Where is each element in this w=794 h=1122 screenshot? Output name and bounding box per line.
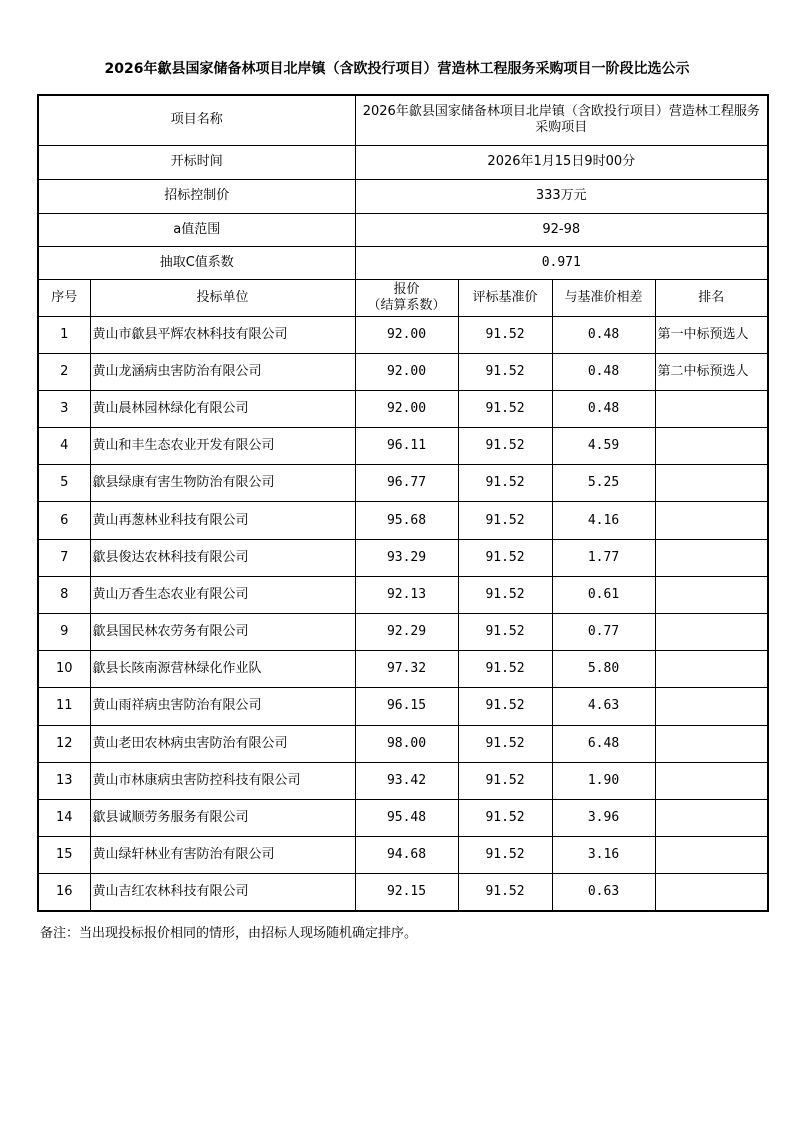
table-row bbox=[38, 353, 768, 390]
cell-base: 91.52 bbox=[458, 576, 552, 613]
cell-diff: 0.48 bbox=[552, 353, 655, 390]
cell-price: 93.29 bbox=[355, 539, 458, 576]
cell-rank bbox=[655, 428, 768, 465]
control-price-value: 333万元 bbox=[355, 179, 768, 213]
cell-price: 93.42 bbox=[355, 762, 458, 799]
cell-diff: 0.77 bbox=[552, 614, 655, 651]
cell-bidder: 黄山晨林园林绿化有限公司 bbox=[90, 390, 355, 427]
cell-price: 94.68 bbox=[355, 837, 458, 874]
cell-seq: 13 bbox=[38, 762, 90, 799]
cell-base: 91.52 bbox=[458, 465, 552, 502]
header-bidder: 投标单位 bbox=[90, 279, 355, 316]
header-diff: 与基准价相差 bbox=[552, 279, 655, 316]
cell-bidder: 黄山吉红农林科技有限公司 bbox=[90, 874, 355, 911]
table-row bbox=[38, 799, 768, 836]
cell-diff: 0.63 bbox=[552, 874, 655, 911]
cell-rank bbox=[655, 539, 768, 576]
cell-price: 92.00 bbox=[355, 390, 458, 427]
cell-diff: 0.61 bbox=[552, 576, 655, 613]
cell-bidder: 黄山龙涵病虫害防治有限公司 bbox=[90, 353, 355, 390]
cell-seq: 14 bbox=[38, 799, 90, 836]
project-name-label: 项目名称 bbox=[38, 95, 355, 145]
table-row bbox=[38, 465, 768, 502]
cell-base: 91.52 bbox=[458, 390, 552, 427]
cell-price: 96.77 bbox=[355, 465, 458, 502]
cell-diff: 5.25 bbox=[552, 465, 655, 502]
cell-bidder: 歙县绿康有害生物防治有限公司 bbox=[90, 465, 355, 502]
info-row-c-coef bbox=[38, 246, 768, 279]
cell-diff: 0.48 bbox=[552, 316, 655, 353]
cell-price: 96.11 bbox=[355, 428, 458, 465]
cell-base: 91.52 bbox=[458, 799, 552, 836]
cell-bidder: 歙县长陔南源营林绿化作业队 bbox=[90, 651, 355, 688]
c-coef-value: 0.971 bbox=[355, 246, 768, 279]
cell-base: 91.52 bbox=[458, 837, 552, 874]
cell-seq: 4 bbox=[38, 428, 90, 465]
cell-seq: 10 bbox=[38, 651, 90, 688]
cell-bidder: 歙县诚顺劳务服务有限公司 bbox=[90, 799, 355, 836]
table-row bbox=[38, 762, 768, 799]
cell-base: 91.52 bbox=[458, 725, 552, 762]
cell-rank bbox=[655, 837, 768, 874]
table-row bbox=[38, 428, 768, 465]
table-row bbox=[38, 576, 768, 613]
a-range-label: a值范围 bbox=[38, 213, 355, 246]
cell-base: 91.52 bbox=[458, 651, 552, 688]
cell-diff: 3.16 bbox=[552, 837, 655, 874]
cell-base: 91.52 bbox=[458, 428, 552, 465]
cell-base: 91.52 bbox=[458, 874, 552, 911]
cell-price: 97.32 bbox=[355, 651, 458, 688]
cell-seq: 9 bbox=[38, 614, 90, 651]
cell-price: 92.29 bbox=[355, 614, 458, 651]
cell-rank bbox=[655, 502, 768, 539]
cell-bidder: 黄山老田农林病虫害防治有限公司 bbox=[90, 725, 355, 762]
cell-price: 95.48 bbox=[355, 799, 458, 836]
cell-bidder: 歙县国民林农劳务有限公司 bbox=[90, 614, 355, 651]
cell-seq: 15 bbox=[38, 837, 90, 874]
cell-bidder: 歙县俊达农林科技有限公司 bbox=[90, 539, 355, 576]
info-row-project-name bbox=[38, 95, 768, 145]
cell-seq: 5 bbox=[38, 465, 90, 502]
cell-base: 91.52 bbox=[458, 688, 552, 725]
cell-base: 91.52 bbox=[458, 762, 552, 799]
cell-diff: 4.59 bbox=[552, 428, 655, 465]
cell-diff: 5.80 bbox=[552, 651, 655, 688]
table-row bbox=[38, 539, 768, 576]
cell-diff: 6.48 bbox=[552, 725, 655, 762]
table-row bbox=[38, 651, 768, 688]
open-time-value: 2026年1月15日9时00分 bbox=[355, 145, 768, 179]
table-row bbox=[38, 390, 768, 427]
table-row bbox=[38, 316, 768, 353]
cell-price: 95.68 bbox=[355, 502, 458, 539]
cell-rank bbox=[655, 614, 768, 651]
control-price-label: 招标控制价 bbox=[38, 179, 355, 213]
cell-price: 92.00 bbox=[355, 316, 458, 353]
cell-base: 91.52 bbox=[458, 502, 552, 539]
table-row bbox=[38, 874, 768, 911]
header-price bbox=[355, 279, 458, 316]
cell-rank: 第二中标预选人 bbox=[655, 353, 768, 390]
cell-rank bbox=[655, 874, 768, 911]
cell-rank bbox=[655, 576, 768, 613]
header-seq: 序号 bbox=[38, 279, 90, 316]
cell-seq: 11 bbox=[38, 688, 90, 725]
header-price-line2: （结算系数） bbox=[367, 297, 446, 313]
cell-rank bbox=[655, 390, 768, 427]
cell-rank bbox=[655, 651, 768, 688]
cell-seq: 6 bbox=[38, 502, 90, 539]
header-price-line1: 报价 bbox=[393, 281, 420, 297]
cell-bidder: 黄山市歙县平辉农林科技有限公司 bbox=[90, 316, 355, 353]
cell-price: 92.00 bbox=[355, 353, 458, 390]
cell-price: 92.15 bbox=[355, 874, 458, 911]
table-row bbox=[38, 725, 768, 762]
page-title: 2026年歙县国家储备林项目北岸镇（含欧投行项目）营造林工程服务采购项目一阶段比选公示 bbox=[104, 61, 690, 77]
cell-rank bbox=[655, 465, 768, 502]
cell-base: 91.52 bbox=[458, 353, 552, 390]
cell-diff: 1.77 bbox=[552, 539, 655, 576]
info-row-a-range bbox=[38, 213, 768, 246]
project-name-value: 2026年歙县国家储备林项目北岸镇（含欧投行项目）营造林工程服务采购项目 bbox=[355, 95, 768, 145]
cell-bidder: 黄山市林康病虫害防控科技有限公司 bbox=[90, 762, 355, 799]
table-row bbox=[38, 837, 768, 874]
cell-seq: 3 bbox=[38, 390, 90, 427]
info-row-control-price bbox=[38, 179, 768, 213]
cell-seq: 2 bbox=[38, 353, 90, 390]
table-row bbox=[38, 502, 768, 539]
cell-bidder: 黄山万香生态农业有限公司 bbox=[90, 576, 355, 613]
cell-rank bbox=[655, 725, 768, 762]
cell-base: 91.52 bbox=[458, 614, 552, 651]
table-header-row bbox=[38, 279, 768, 316]
info-row-open-time bbox=[38, 145, 768, 179]
table-row bbox=[38, 688, 768, 725]
table-row bbox=[38, 614, 768, 651]
cell-rank bbox=[655, 799, 768, 836]
cell-seq: 7 bbox=[38, 539, 90, 576]
cell-seq: 16 bbox=[38, 874, 90, 911]
cell-bidder: 黄山雨祥病虫害防治有限公司 bbox=[90, 688, 355, 725]
cell-price: 96.15 bbox=[355, 688, 458, 725]
open-time-label: 开标时间 bbox=[38, 145, 355, 179]
bid-table bbox=[37, 94, 769, 912]
header-rank: 排名 bbox=[655, 279, 768, 316]
cell-price: 92.13 bbox=[355, 576, 458, 613]
cell-rank: 第一中标预选人 bbox=[655, 316, 768, 353]
cell-seq: 8 bbox=[38, 576, 90, 613]
cell-bidder: 黄山和丰生态农业开发有限公司 bbox=[90, 428, 355, 465]
cell-base: 91.52 bbox=[458, 316, 552, 353]
cell-base: 91.52 bbox=[458, 539, 552, 576]
cell-bidder: 黄山再葱林业科技有限公司 bbox=[90, 502, 355, 539]
cell-rank bbox=[655, 762, 768, 799]
a-range-value: 92-98 bbox=[355, 213, 768, 246]
cell-diff: 4.16 bbox=[552, 502, 655, 539]
cell-diff: 3.96 bbox=[552, 799, 655, 836]
cell-bidder: 黄山绿轩林业有害防治有限公司 bbox=[90, 837, 355, 874]
header-base: 评标基准价 bbox=[458, 279, 552, 316]
cell-diff: 0.48 bbox=[552, 390, 655, 427]
cell-diff: 4.63 bbox=[552, 688, 655, 725]
cell-seq: 12 bbox=[38, 725, 90, 762]
cell-seq: 1 bbox=[38, 316, 90, 353]
cell-price: 98.00 bbox=[355, 725, 458, 762]
footnote: 备注：当出现投标报价相同的情形，由招标人现场随机确定排序。 bbox=[40, 926, 418, 941]
cell-diff: 1.90 bbox=[552, 762, 655, 799]
cell-rank bbox=[655, 688, 768, 725]
c-coef-label: 抽取C值系数 bbox=[38, 246, 355, 279]
